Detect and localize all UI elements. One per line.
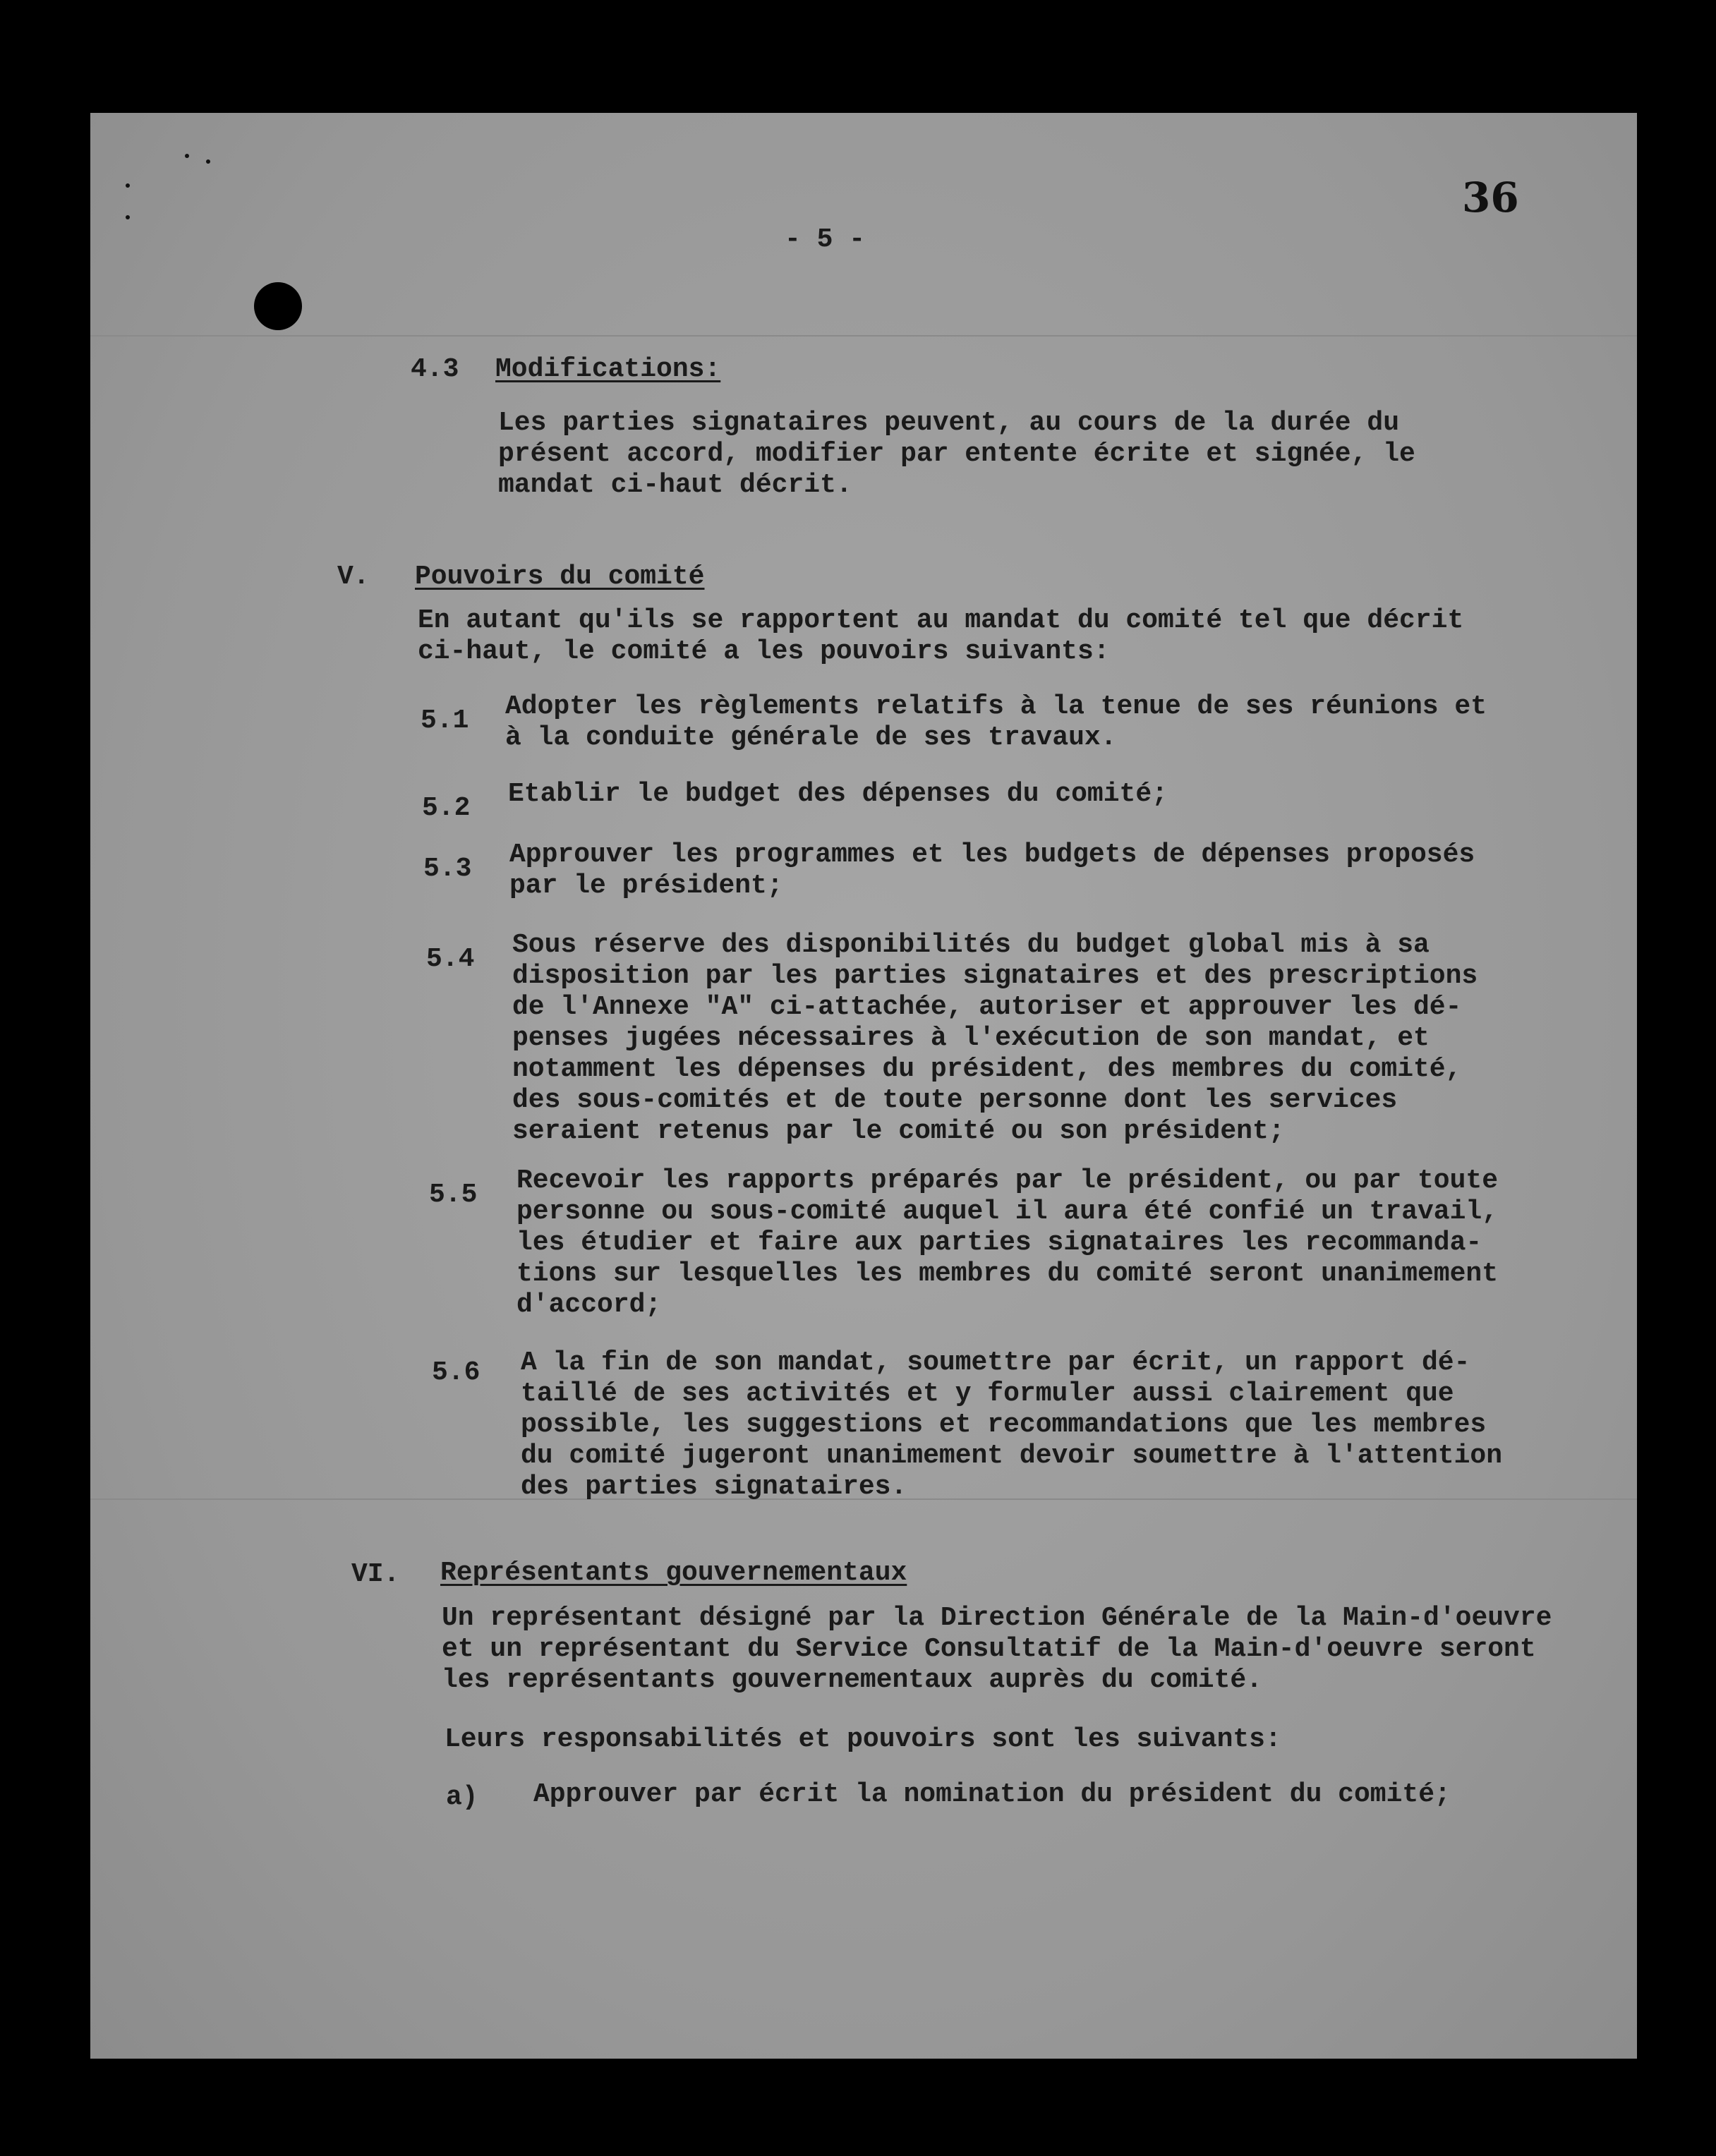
item-5-4-number: 5.4 — [426, 944, 475, 974]
stamp-number: 36 — [1462, 174, 1519, 222]
item-5-2-line-1: Etablir le budget des dépenses du comité; — [508, 779, 1168, 809]
item-5-5-line-2: personne ou sous-comité auquel il aura été confié un travail, — [516, 1197, 1499, 1227]
item-5-3-number: 5.3 — [423, 854, 472, 884]
section-vi-intro-line-2: et un représentant du Service Consultatif de la Main-d'oeuvre seront — [442, 1634, 1536, 1664]
item-5-5-line-1: Recevoir les rapports préparés par le président, ou par toute — [516, 1165, 1499, 1196]
item-5-5-line-5: d'accord; — [516, 1290, 662, 1320]
item-5-6-number: 5.6 — [432, 1357, 481, 1388]
item-5-5-line-3: les étudier et faire aux parties signataires les recommanda- — [516, 1228, 1482, 1258]
section-vi-intro-line-1: Un représentant désigné par la Direction Générale de la Main-d'oeuvre — [442, 1603, 1552, 1633]
section-vi-lead: Leurs responsabilités et pouvoirs sont les suivants: — [445, 1724, 1281, 1755]
item-5-1-line-2: à la conduite générale de ses travaux. — [505, 722, 1117, 753]
speck — [206, 159, 210, 164]
section-4-3-line-1: Les parties signataires peuvent, au cours de la durée du — [498, 408, 1400, 438]
section-v-intro-line-2: ci-haut, le comité a les pouvoirs suivants: — [418, 636, 1110, 667]
item-5-4-line-3: de l'Annexe "A" ci-attachée, autoriser et approuver les dé- — [512, 992, 1462, 1022]
item-5-2-number: 5.2 — [422, 793, 471, 823]
item-5-3-line-1: Approuver les programmes et les budgets de dépenses proposés — [509, 840, 1475, 870]
item-5-4-line-2: disposition par les parties signataires et des prescriptions — [512, 961, 1478, 991]
item-5-6-line-2: taillé de ses activités et y formuler aussi clairement que — [521, 1379, 1454, 1409]
section-4-3-line-3: mandat ci-haut décrit. — [498, 470, 852, 500]
section-v-number: V. — [337, 562, 370, 592]
item-5-6-line-4: du comité jugeront unanimement devoir soumettre à l'attention — [521, 1441, 1503, 1471]
speck — [185, 154, 189, 158]
item-5-5-line-4: tions sur lesquelles les membres du comité seront unanimement — [516, 1259, 1499, 1289]
item-5-6-line-1: A la fin de son mandat, soumettre par écrit, un rapport dé- — [521, 1348, 1470, 1378]
speck — [126, 215, 130, 219]
item-a-number: a) — [446, 1782, 478, 1812]
item-5-4-line-7: seraient retenus par le comité ou son président; — [512, 1116, 1285, 1146]
page-number: - 5 - — [785, 224, 866, 255]
section-4-3-number: 4.3 — [411, 354, 459, 384]
section-4-3-line-2: présent accord, modifier par entente écrite et signée, le — [498, 439, 1415, 469]
section-vi-title: Représentants gouvernementaux — [440, 1558, 907, 1588]
item-a-text: Approuver par écrit la nomination du président du comité; — [533, 1779, 1451, 1810]
item-5-1-number: 5.1 — [421, 705, 469, 736]
fold-line-top — [90, 335, 1637, 337]
section-4-3-title: Modifications: — [495, 354, 721, 384]
item-5-6-line-5: des parties signataires. — [521, 1472, 907, 1502]
item-5-4-line-6: des sous-comités et de toute personne dont les services — [512, 1085, 1398, 1115]
item-5-4-line-1: Sous réserve des disponibilités du budget global mis à sa — [512, 930, 1430, 960]
section-vi-number: VI. — [351, 1559, 400, 1589]
section-v-title: Pouvoirs du comité — [415, 562, 705, 592]
item-5-1-line-1: Adopter les règlements relatifs à la tenue de ses réunions et — [505, 691, 1487, 722]
item-5-4-line-4: penses jugées nécessaires à l'exécution de son mandat, et — [512, 1023, 1430, 1053]
speck — [126, 183, 130, 188]
section-v-intro-line-1: En autant qu'ils se rapportent au mandat du comité tel que décrit — [418, 605, 1464, 636]
item-5-4-line-5: notamment les dépenses du président, des membres du comité, — [512, 1054, 1462, 1084]
section-vi-intro-line-3: les représentants gouvernementaux auprès du comité. — [442, 1665, 1262, 1695]
item-5-6-line-3: possible, les suggestions et recommandations que les membres — [521, 1410, 1487, 1440]
item-5-3-line-2: par le président; — [509, 871, 783, 901]
item-5-5-number: 5.5 — [429, 1180, 478, 1210]
punch-hole — [254, 282, 302, 330]
